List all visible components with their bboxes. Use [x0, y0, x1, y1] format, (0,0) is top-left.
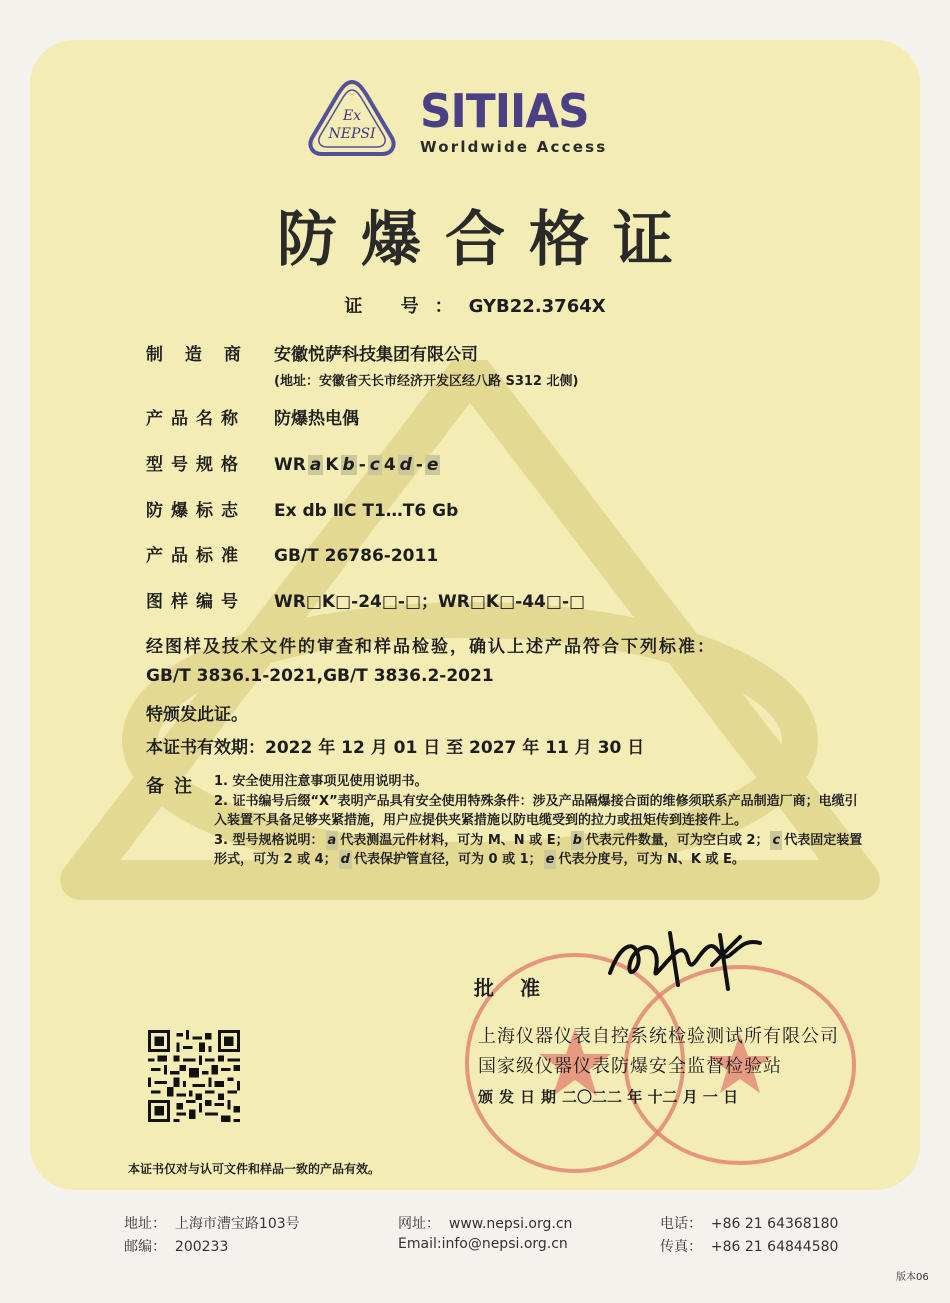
drawing-label: 图样编号 [146, 592, 246, 612]
manufacturer-value: 安徽悦萨科技集团有限公司 [274, 345, 478, 365]
model-param-c: c [369, 455, 380, 475]
ex-marking-value: Ex db ⅡC T1…T6 Gb [274, 501, 459, 521]
standard-value: GB/T 26786-2011 [274, 546, 439, 566]
manufacturer-address: (地址：安徽省天长市经济开发区经八路 S312 北侧) [274, 374, 579, 389]
model-param-d: d [399, 455, 412, 475]
conformity-statement: 经图样及技术文件的审查和样品检验，确认上述产品符合下列标准： [146, 637, 716, 657]
note-2: 2. 证书编号后缀“X”表明产品具有安全使用特殊条件：涉及产品隔爆接合面的维修须联系产品制造厂商；电缆引入装置不具备足够夹紧措施，用户应提供夹紧措施以防电缆受到的拉力或扭矩传到连接件上。 [214, 794, 858, 828]
footer-address [124, 1213, 300, 1233]
note-3-b-desc: 代表元件数量，可为空白或 2； [585, 833, 769, 848]
certificate-number-value: GYB22.3764X [468, 296, 606, 317]
page-title: 防爆合格证 [277, 205, 697, 275]
footer-web [398, 1213, 572, 1233]
footer-email [398, 1236, 568, 1252]
footer-email-link[interactable]: info@nepsi.org.cn [441, 1236, 568, 1252]
drawing-row [146, 587, 585, 612]
product-name-value: 防爆热电偶 [274, 409, 359, 429]
sitiias-logo [420, 84, 640, 156]
footer-postcode-value: 200233 [174, 1239, 229, 1255]
manufacturer-row [146, 340, 478, 365]
footer-address-value: 上海市漕宝路103号 [174, 1216, 300, 1232]
model-param-b: b [342, 455, 355, 475]
issue-date-value: 二〇二二 年 十二 月 一 日 [562, 1088, 739, 1106]
nepsi-name-text: NEPSI [328, 126, 376, 142]
note-3-param-b: b [572, 833, 582, 848]
model-value [274, 455, 442, 475]
footer-web-label: 网址： [398, 1216, 440, 1232]
footer-postcode [124, 1236, 228, 1256]
ex-marking-row [146, 496, 458, 521]
manufacturer-label: 制 造 商 [146, 345, 249, 365]
conformity-standards: GB/T 3836.1-2021,GB/T 3836.2-2021 [146, 666, 494, 686]
footer-address-label: 地址： [124, 1216, 166, 1232]
product-name-label: 产品名称 [146, 409, 246, 429]
nepsi-ex-text: Ex [342, 108, 362, 124]
footer-phone [660, 1213, 838, 1233]
note-1: 1. 安全使用注意事项见使用说明书。 [214, 774, 428, 789]
nepsi-logo-icon [306, 78, 398, 158]
note-3-param-c: c [772, 833, 781, 848]
footer-fax [660, 1236, 838, 1256]
model-dash-2: - [415, 455, 423, 475]
ex-marking-label: 防爆标志 [146, 501, 246, 521]
sitiias-tagline: Worldwide Access [420, 138, 608, 156]
note-3-d-desc: 代表保护管直径，可为 0 或 1； [353, 852, 542, 867]
model-dash-1: - [358, 455, 366, 475]
issue-statement: 特颁发此证。 [146, 705, 248, 725]
footer-web-link[interactable]: www.nepsi.org.cn [448, 1216, 573, 1232]
issue-date-label: 颁发日期 [478, 1088, 563, 1106]
model-prefix: WR [274, 455, 306, 475]
note-3-intro: 3. 型号规格说明： [214, 833, 324, 848]
issuing-organization: 上海仪器仪表自控系统检验测试所有限公司 [478, 1026, 839, 1047]
approval-label: 批准 [474, 976, 566, 1000]
notes-list [214, 772, 864, 870]
note-3-a-desc: 代表测温元件材料，可为 M、N 或 E； [340, 833, 569, 848]
validity-period: 本证书有效期：2022 年 12 月 01 日 至 2027 年 11 月 30 日 [146, 738, 645, 758]
note-3 [214, 831, 864, 869]
footer-postcode-label: 邮编： [124, 1239, 166, 1255]
signature-icon [600, 925, 770, 995]
issue-date [478, 1086, 738, 1107]
footer-phone-value: +86 21 64368180 [710, 1216, 839, 1232]
model-k: K [325, 455, 339, 475]
version-label: 版本06 [896, 1272, 929, 1283]
validity-note: 本证书仅对与认可文件和样品一致的产品有效。 [128, 1162, 381, 1176]
sitiias-wordmark: SITIIAS [420, 84, 589, 138]
note-3-param-a: a [327, 833, 337, 848]
footer-fax-label: 传真： [660, 1239, 702, 1255]
model-four: 4 [383, 455, 396, 475]
certificate-number [0, 292, 950, 318]
footer-fax-value: +86 21 64844580 [710, 1239, 839, 1255]
certificate-number-label: 证 号： [344, 296, 469, 317]
model-row [146, 450, 442, 475]
model-param-e: e [426, 455, 439, 475]
qr-code-icon [148, 1030, 240, 1122]
drawing-value: WR□K□-24□-□；WR□K□-44□-□ [274, 592, 586, 612]
standard-label: 产品标准 [146, 546, 246, 566]
footer-email-label: Email: [398, 1236, 442, 1252]
product-name-row [146, 404, 359, 429]
inspection-station: 国家级仪器仪表防爆安全监督检验站 [478, 1056, 782, 1077]
note-3-e-desc: 代表分度号，可为 N、K 或 E。 [558, 852, 745, 867]
model-label: 型号规格 [146, 455, 246, 475]
note-3-c-desc: 代表固定装置形式，可为 2 或 4； [214, 833, 863, 867]
model-param-a: a [309, 455, 322, 475]
notes-label: 备注 [146, 776, 202, 797]
standard-row [146, 541, 438, 566]
footer-phone-label: 电话： [660, 1216, 702, 1232]
note-3-param-e: e [545, 852, 555, 867]
note-3-param-d: d [340, 852, 350, 867]
